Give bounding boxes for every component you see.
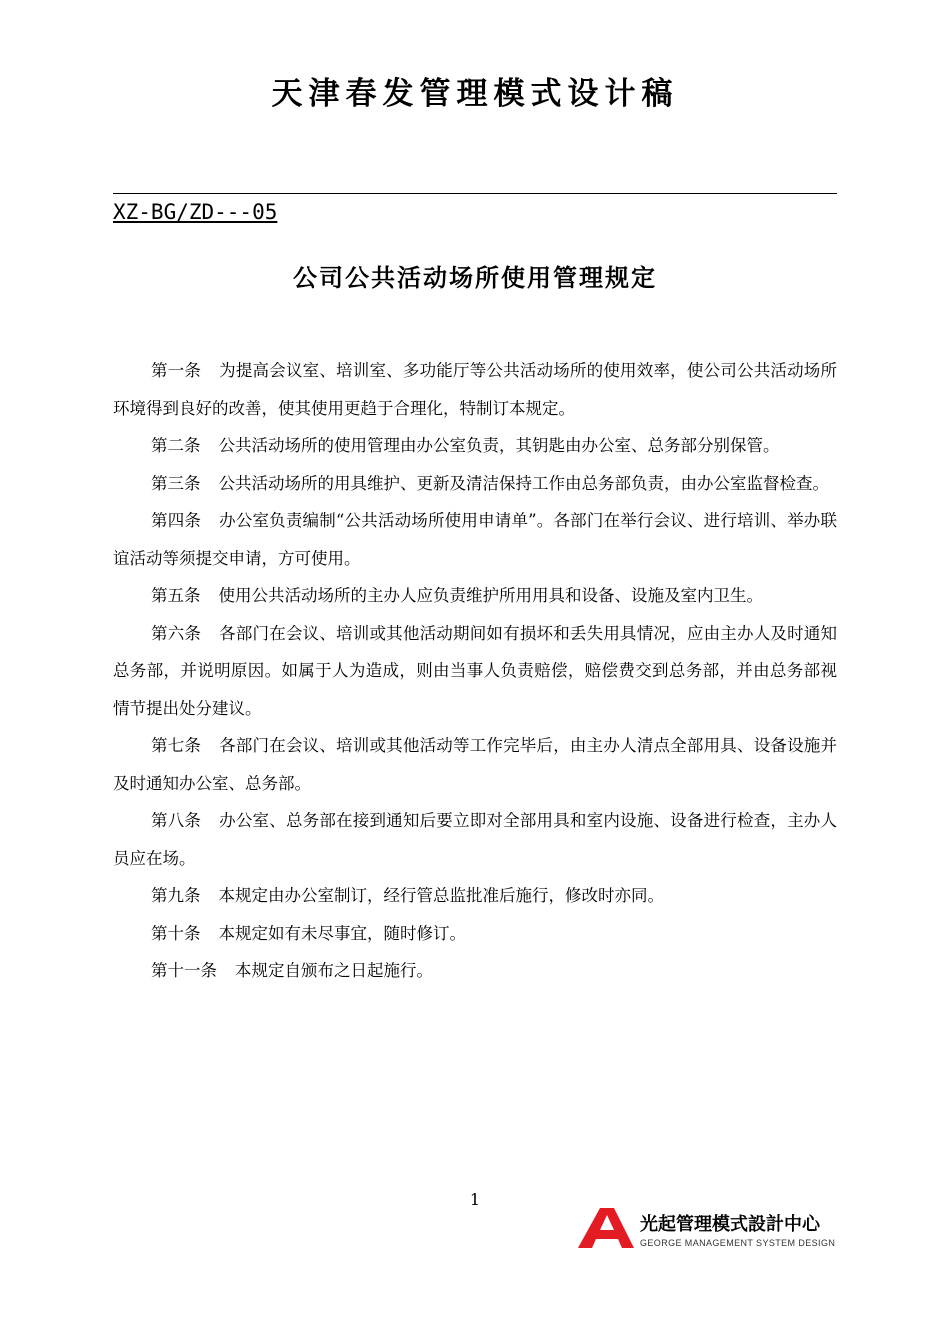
- article-text: 本规定如有未尽事宜，随时修订。: [218, 923, 466, 943]
- footer-logo: [576, 1206, 838, 1252]
- article-number: 第六条: [151, 623, 202, 643]
- article-number: 第十一条: [151, 961, 217, 980]
- logo-chinese-text: 光起管理模式設計中心: [640, 1214, 820, 1235]
- article-text: 使用公共活动场所的主办人应负责维护所用用具和设备、设施及室内卫生。: [218, 586, 763, 605]
- article-number: 第四条: [151, 511, 202, 530]
- article: [113, 577, 837, 615]
- document-title: 公司公共活动场所使用管理规定: [293, 264, 657, 292]
- page-number: 1: [469, 1190, 481, 1209]
- article: [113, 952, 837, 990]
- article: [113, 502, 837, 577]
- article-text: 本规定由办公室制订，经行管总监批准后施行，修改时亦同。: [218, 886, 664, 905]
- article: [113, 615, 837, 728]
- document-code: XZ-BG/ZD---05: [113, 200, 278, 224]
- letter-a-logo-icon: [576, 1206, 636, 1250]
- article-number: 第五条: [151, 586, 201, 605]
- header-rule: [113, 193, 837, 194]
- article-number: 第八条: [151, 811, 202, 830]
- article-number: 第七条: [151, 736, 202, 755]
- article-text: 本规定自颁布之日起施行。: [235, 961, 433, 980]
- article-text: 各部门在会议、培训或其他活动期间如有损坏和丢失用具情况，应由主办人及时通知总务部，并说明原因。如属于人为造成，则由当事人负责赔偿，赔偿费交到总务部，并由总务部视情节提出处分建议。: [113, 623, 838, 718]
- article-number: 第三条: [151, 473, 201, 493]
- article-text: 为提高会议室、培训室、多功能厅等公共活动场所的使用效率，使公司公共活动场所环境得到良好的改善，使其使用更趋于合理化，特制订本规定。: [113, 361, 838, 418]
- logo-english-text: GEORGE MANAGEMENT SYSTEM DESIGN: [640, 1238, 836, 1248]
- article: [113, 727, 837, 802]
- article-number: 第二条: [151, 436, 201, 455]
- document-body: [113, 352, 837, 990]
- article: [113, 465, 837, 503]
- article-text: 各部门在会议、培训或其他活动等工作完毕后，由主办人清点全部用具、设备设施并及时通知办公室、总务部。: [113, 736, 838, 793]
- page-header-title: 天津春发管理模式设计稿: [271, 76, 679, 112]
- article: [113, 802, 837, 877]
- article: [113, 427, 837, 465]
- article: [113, 877, 837, 915]
- article-text: 公共活动场所的用具维护、更新及清洁保持工作由总务部负责，由办公室监督检查。: [218, 473, 829, 493]
- article-number: 第九条: [151, 886, 201, 905]
- article-text: 公共活动场所的使用管理由办公室负责，其钥匙由办公室、总务部分别保管。: [218, 436, 780, 455]
- article-number: 第十条: [151, 923, 201, 943]
- article: [113, 915, 837, 953]
- article-number: 第一条: [151, 361, 202, 380]
- article: [113, 352, 837, 427]
- article-text: 办公室负责编制“公共活动场所使用申请单”。各部门在举行会议、进行培训、举办联谊活动等须提交申请，方可使用。: [113, 511, 838, 568]
- article-text: 办公室、总务部在接到通知后要立即对全部用具和室内设施、设备进行检查，主办人员应在场。: [113, 811, 838, 868]
